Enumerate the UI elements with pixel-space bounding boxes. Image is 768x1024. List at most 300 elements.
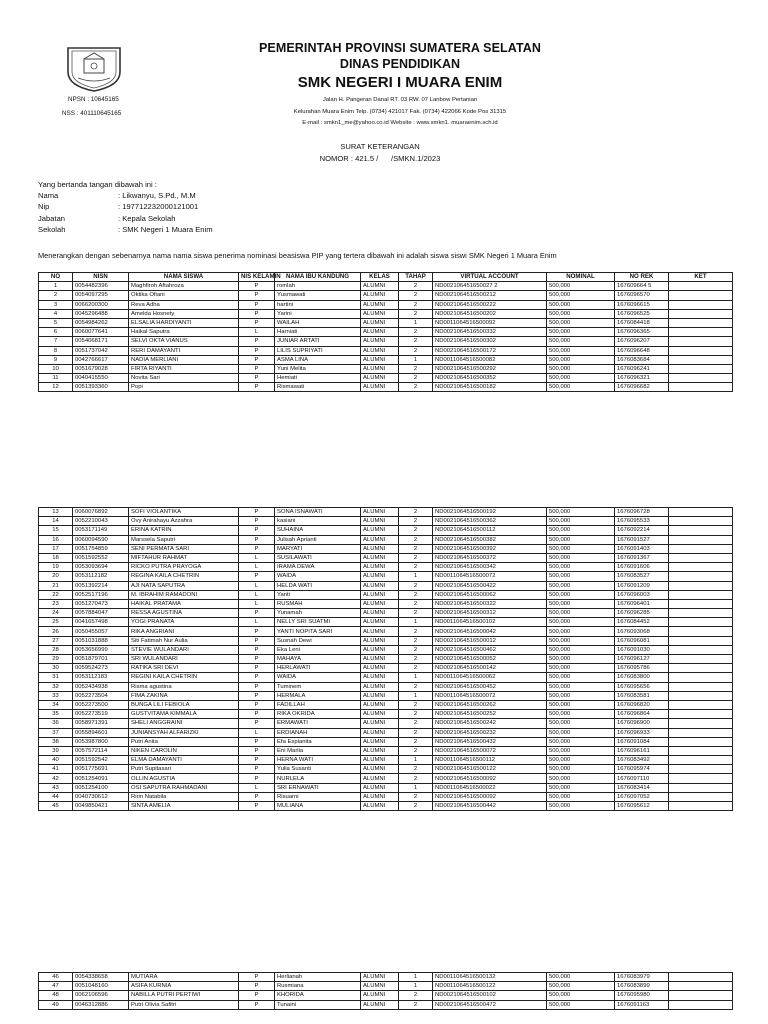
table-cell: 0053171149 xyxy=(73,526,129,535)
table-cell: 0052273519 xyxy=(73,710,129,719)
table-cell: 1676096820 xyxy=(615,700,669,709)
table-cell: 2 xyxy=(399,581,433,590)
table-cell xyxy=(669,664,733,673)
table-cell xyxy=(669,599,733,608)
table-cell: ALUMNI xyxy=(361,300,399,309)
table-cell: 500,000 xyxy=(547,802,615,811)
table-cell xyxy=(669,746,733,755)
table-cell: 2 xyxy=(399,774,433,783)
table-cell xyxy=(669,673,733,682)
table-cell: P xyxy=(239,792,275,801)
table-cell: ND0021064516500172 xyxy=(433,346,547,355)
table-cell: 500,000 xyxy=(547,728,615,737)
table-cell: ALUMNI xyxy=(361,291,399,300)
table-cell: AJI NATA SAPUTRA xyxy=(129,581,239,590)
table-cell: 500,000 xyxy=(547,328,615,337)
table-cell xyxy=(669,364,733,373)
table-cell: ND0021064516500462 xyxy=(433,645,547,654)
table-cell: 2 xyxy=(399,765,433,774)
table-cell: L xyxy=(239,553,275,562)
table-cell: 500,000 xyxy=(547,618,615,627)
table-cell: 18 xyxy=(39,553,73,562)
table-cell: ND0021064516500012 xyxy=(433,636,547,645)
table-cell: SRI ERNAWATI xyxy=(275,783,361,792)
table-cell: P xyxy=(239,765,275,774)
table-row xyxy=(39,309,733,318)
table-cell xyxy=(669,553,733,562)
table-cell: 2 xyxy=(399,636,433,645)
table-cell: ND0021064516500292 xyxy=(433,364,547,373)
table-cell: 1676096365 xyxy=(615,328,669,337)
table-cell: RIKA ANGRIANI xyxy=(129,627,239,636)
table-cell: 500,000 xyxy=(547,664,615,673)
table-cell: ND0021064516500352 xyxy=(433,374,547,383)
table-cell: 0053093694 xyxy=(73,563,129,572)
table-cell: 1676091606 xyxy=(615,563,669,572)
table-cell: 500,000 xyxy=(547,765,615,774)
table-cell: RUSMAH xyxy=(275,599,361,608)
table-cell: P xyxy=(239,337,275,346)
table-cell: 2 xyxy=(399,383,433,392)
table-cell: REGINA KAILA CHETRIN xyxy=(129,572,239,581)
table-cell xyxy=(669,309,733,318)
table-cell: ND0011064516500022 xyxy=(433,783,547,792)
table-cell: ALUMNI xyxy=(361,765,399,774)
table-cell xyxy=(669,1000,733,1009)
column-header: NOMINAL xyxy=(547,273,615,282)
table-cell: 27 xyxy=(39,636,73,645)
table-cell: 30 xyxy=(39,664,73,673)
table-cell: L xyxy=(239,618,275,627)
table-cell xyxy=(669,645,733,654)
table-cell: ND0011064516500082 xyxy=(433,355,547,364)
table-cell: ALUMNI xyxy=(361,636,399,645)
table-cell: 500,000 xyxy=(547,609,615,618)
table-cell: 1676091209 xyxy=(615,581,669,590)
table-cell: 0040730612 xyxy=(73,792,129,801)
table-cell: 0041657498 xyxy=(73,618,129,627)
table-cell: 2 xyxy=(399,991,433,1000)
table-cell: 46 xyxy=(39,973,73,982)
table-cell: ELMA DAMAYANTI xyxy=(129,756,239,765)
table-cell: HAIKAL PRATAMA xyxy=(129,599,239,608)
table-cell: ELSALIA HARDIYANTI xyxy=(129,318,239,327)
table-cell: 500,000 xyxy=(547,355,615,364)
table-cell xyxy=(669,590,733,599)
table-cell xyxy=(669,618,733,627)
table-cell: ALUMNI xyxy=(361,710,399,719)
table-cell: ALUMNI xyxy=(361,746,399,755)
table-row xyxy=(39,973,733,982)
table-cell: P xyxy=(239,737,275,746)
table-cell: 2 xyxy=(399,282,433,291)
table-cell: P xyxy=(239,346,275,355)
table-cell: ALUMNI xyxy=(361,328,399,337)
table-cell: ND0021064516500342 xyxy=(433,563,547,572)
identity-value: : SMK Negeri 1 Muara Enim xyxy=(118,224,213,234)
table-cell: 1676095786 xyxy=(615,664,669,673)
table-cell: Haikal Saputra xyxy=(129,328,239,337)
table-cell: 0060077641 xyxy=(73,328,129,337)
table-cell xyxy=(669,783,733,792)
table-cell: RATIKA SRI DEVI xyxy=(129,664,239,673)
column-header: NAMA SISWA xyxy=(129,273,239,282)
table-cell: P xyxy=(239,1000,275,1009)
table-row xyxy=(39,627,733,636)
table-cell: FIMA ZAKINA xyxy=(129,691,239,700)
table-cell: ALUMNI xyxy=(361,664,399,673)
table-cell: 0060076892 xyxy=(73,508,129,517)
table-cell: 500,000 xyxy=(547,783,615,792)
table-cell: NIKEN CAROLIN xyxy=(129,746,239,755)
table-cell: 2 xyxy=(399,309,433,318)
table-cell: ALUMNI xyxy=(361,618,399,627)
table-cell: 1676093068 xyxy=(615,627,669,636)
table-cell: 500,000 xyxy=(547,673,615,682)
table-cell: STEVIE WULANDARI xyxy=(129,645,239,654)
table-cell: Efa Espianita xyxy=(275,737,361,746)
table-cell: 0049850421 xyxy=(73,802,129,811)
table-cell: 1676096401 xyxy=(615,599,669,608)
table-cell: romlah xyxy=(275,282,361,291)
table-cell xyxy=(669,982,733,991)
table-cell: 44 xyxy=(39,792,73,801)
table-cell: 2 xyxy=(399,364,433,373)
table-row xyxy=(39,792,733,801)
table-cell: 2 xyxy=(399,627,433,636)
table-cell: 2 xyxy=(399,737,433,746)
table-cell: P xyxy=(239,544,275,553)
table-cell: FIRTA RIYANTI xyxy=(129,364,239,373)
table-cell: 0051879701 xyxy=(73,655,129,664)
table-cell: ND0011064516500122 xyxy=(433,982,547,991)
table-cell: ALUMNI xyxy=(361,364,399,373)
table-cell: 0058971391 xyxy=(73,719,129,728)
table-cell: FADILLAH xyxy=(275,700,361,709)
table-cell: 500,000 xyxy=(547,1000,615,1009)
identity-block xyxy=(38,190,213,235)
table-header-row xyxy=(39,273,733,282)
table-cell: 0057572114 xyxy=(73,746,129,755)
table-cell: 2 xyxy=(399,300,433,309)
table-row xyxy=(39,355,733,364)
table-cell: ND0021064516500322 xyxy=(433,599,547,608)
table-cell: ND0021064516500122 xyxy=(433,765,547,774)
table-cell: ND0011064516500112 xyxy=(433,756,547,765)
table-cell: 2 xyxy=(399,526,433,535)
table-cell: L xyxy=(239,563,275,572)
table-row xyxy=(39,719,733,728)
school-emblem-icon xyxy=(62,42,126,92)
table-cell: 500,000 xyxy=(547,746,615,755)
table-cell: ND0021064516500092 xyxy=(433,774,547,783)
letterhead-contact: E-mail : smkn1_me@yahoo.co.id Website : www.smkn1. muaraenim.sch.id xyxy=(302,120,498,126)
table-cell: ERMAWATI xyxy=(275,719,361,728)
table-cell: L xyxy=(239,581,275,590)
table-cell: 2 xyxy=(399,553,433,562)
table-cell: 500,000 xyxy=(547,774,615,783)
table-cell: ALUMNI xyxy=(361,355,399,364)
table-cell xyxy=(669,563,733,572)
table-cell xyxy=(669,737,733,746)
table-cell: P xyxy=(239,802,275,811)
table-row xyxy=(39,508,733,517)
table-cell: 0051737042 xyxy=(73,346,129,355)
table-cell: L xyxy=(239,783,275,792)
table-row xyxy=(39,737,733,746)
table-cell: P xyxy=(239,627,275,636)
table-cell: ALUMNI xyxy=(361,383,399,392)
table-cell: 41 xyxy=(39,765,73,774)
table-cell: 500,000 xyxy=(547,364,615,373)
table-row xyxy=(39,300,733,309)
table-cell: Ririn Natabila xyxy=(129,792,239,801)
table-cell: ND0021064516500042 xyxy=(433,627,547,636)
table-cell: 2 xyxy=(399,291,433,300)
table-cell: JUNIAR ARTATI xyxy=(275,337,361,346)
table-cell: 1676095533 xyxy=(615,517,669,526)
table-cell: MAHAYA xyxy=(275,655,361,664)
table-cell: hartini xyxy=(275,300,361,309)
table-cell: ND0021064516500202 xyxy=(433,309,547,318)
table-cell: SENI PERMATA SARI xyxy=(129,544,239,553)
table-cell: 500,000 xyxy=(547,383,615,392)
table-cell: 1676096127 xyxy=(615,655,669,664)
table-cell: 1676091084 xyxy=(615,737,669,746)
student-table-page2 xyxy=(38,507,733,811)
table-cell: 1676084452 xyxy=(615,618,669,627)
table-cell: P xyxy=(239,645,275,654)
table-cell: SOFI VIOLANTIKA xyxy=(129,508,239,517)
table-cell: 1 xyxy=(399,618,433,627)
table-cell: 2 xyxy=(399,746,433,755)
table-cell: 500,000 xyxy=(547,756,615,765)
table-cell: 4 xyxy=(39,309,73,318)
table-cell: 0055894601 xyxy=(73,728,129,737)
table-cell: 49 xyxy=(39,1000,73,1009)
table-cell: YANTI NOPITA SARI xyxy=(275,627,361,636)
table-row xyxy=(39,618,733,627)
table-cell: 21 xyxy=(39,581,73,590)
table-cell: 2 xyxy=(399,328,433,337)
table-cell: 1 xyxy=(399,783,433,792)
table-cell: LILIS SUPRIYATI xyxy=(275,346,361,355)
table-cell: 500,000 xyxy=(547,535,615,544)
table-cell: 1676095612 xyxy=(615,802,669,811)
table-cell: P xyxy=(239,364,275,373)
table-cell: 0051592542 xyxy=(73,756,129,765)
table-cell: Tunaini xyxy=(275,1000,361,1009)
table-cell: P xyxy=(239,572,275,581)
identity-value: : 197712232000121001 xyxy=(118,202,199,212)
table-cell: 0060094590 xyxy=(73,535,129,544)
table-cell: ALUMNI xyxy=(361,719,399,728)
table-row xyxy=(39,318,733,327)
table-cell: 0052517196 xyxy=(73,590,129,599)
table-cell: ND0011064516500102 xyxy=(433,618,547,627)
table-cell: Oktika Ofiani xyxy=(129,291,239,300)
table-row xyxy=(39,526,733,535)
table-cell: 1676083527 xyxy=(615,572,669,581)
table-cell: GUSTVITAMA KIMMALA xyxy=(129,710,239,719)
table-cell: ND0021064516500312 xyxy=(433,609,547,618)
table-cell: 2 xyxy=(399,682,433,691)
table-cell: SHELI ANGGRAINI xyxy=(129,719,239,728)
table-cell: ALUMNI xyxy=(361,682,399,691)
table-cell xyxy=(669,655,733,664)
table-cell: SUSILAWATI xyxy=(275,553,361,562)
table-cell: 29 xyxy=(39,655,73,664)
table-cell: 26 xyxy=(39,627,73,636)
identity-row xyxy=(38,201,213,212)
table-cell: 35 xyxy=(39,710,73,719)
table-cell: 2 xyxy=(399,609,433,618)
table-cell: 500,000 xyxy=(547,572,615,581)
table-cell: P xyxy=(239,746,275,755)
table-cell: 1676096864 xyxy=(615,710,669,719)
table-cell: SRI WULANDARI xyxy=(129,655,239,664)
table-cell: 1 xyxy=(399,691,433,700)
table-cell: ALUMNI xyxy=(361,728,399,737)
table-cell: ND0021064516500472 xyxy=(433,1000,547,1009)
table-cell xyxy=(669,572,733,581)
table-row xyxy=(39,346,733,355)
table-cell xyxy=(669,728,733,737)
table-cell: MULIANA xyxy=(275,802,361,811)
table-cell: P xyxy=(239,756,275,765)
table-row xyxy=(39,282,733,291)
table-row xyxy=(39,756,733,765)
table-cell: NURLELA xyxy=(275,774,361,783)
table-cell: 500,000 xyxy=(547,508,615,517)
table-cell: ERINA KATRIN xyxy=(129,526,239,535)
table-cell: RERI DAMAYANTI xyxy=(129,346,239,355)
table-cell xyxy=(669,328,733,337)
table-cell: 0051754859 xyxy=(73,544,129,553)
table-row xyxy=(39,710,733,719)
table-cell xyxy=(669,526,733,535)
table-cell: WAIDA xyxy=(275,572,361,581)
table-cell: 0051254091 xyxy=(73,774,129,783)
table-cell: 39 xyxy=(39,746,73,755)
table-cell: 500,000 xyxy=(547,517,615,526)
table-cell: 1676083492 xyxy=(615,756,669,765)
table-cell: 1 xyxy=(399,756,433,765)
table-cell xyxy=(669,609,733,618)
table-cell: 1676096682 xyxy=(615,383,669,392)
table-cell: 1 xyxy=(399,572,433,581)
table-cell: 1 xyxy=(39,282,73,291)
table-cell: Yusmawati xyxy=(275,291,361,300)
table-cell: ALUMNI xyxy=(361,517,399,526)
table-row xyxy=(39,700,733,709)
table-cell: 500,000 xyxy=(547,700,615,709)
table-cell: ASIFA KURNIA xyxy=(129,982,239,991)
table-cell xyxy=(669,802,733,811)
student-table-page3 xyxy=(38,972,733,1010)
table-cell: Maghfiroh Aftahroza xyxy=(129,282,239,291)
table-cell: Risma agustina xyxy=(129,682,239,691)
letterhead-line2: DINAS PENDIDIKAN xyxy=(339,57,461,71)
table-cell: Yunamah xyxy=(275,609,361,618)
letterhead-school-name: SMK NEGERI I MUARA ENIM xyxy=(297,74,503,91)
table-row xyxy=(39,599,733,608)
table-cell: Yarini xyxy=(275,309,361,318)
column-header: NISN xyxy=(73,273,129,282)
table-cell: 0053112183 xyxy=(73,673,129,682)
table-cell: ND0021064516500382 xyxy=(433,535,547,544)
table-cell: 19 xyxy=(39,563,73,572)
identity-row xyxy=(38,190,213,201)
table-cell: 1676083581 xyxy=(615,691,669,700)
table-cell: 1 xyxy=(399,318,433,327)
table-cell: 2 xyxy=(399,590,433,599)
table-cell: 500,000 xyxy=(547,991,615,1000)
nss-text: NSS : 401110645165 xyxy=(62,110,122,117)
table-cell xyxy=(669,346,733,355)
table-cell xyxy=(669,337,733,346)
table-cell: ALUMNI xyxy=(361,691,399,700)
table-cell: 500,000 xyxy=(547,645,615,654)
table-row xyxy=(39,535,733,544)
table-cell: ND0021064516500332 xyxy=(433,328,547,337)
table-row xyxy=(39,544,733,553)
table-cell: 0052434938 xyxy=(73,682,129,691)
table-cell: P xyxy=(239,991,275,1000)
table-cell: 0042766617 xyxy=(73,355,129,364)
table-cell: 500,000 xyxy=(547,553,615,562)
table-cell: HERLAWATI xyxy=(275,664,361,673)
table-cell: 33 xyxy=(39,691,73,700)
table-cell: 0051393360 xyxy=(73,383,129,392)
table-cell: 0054097295 xyxy=(73,291,129,300)
table-cell: Yanti xyxy=(275,590,361,599)
table-cell: 1676096900 xyxy=(615,719,669,728)
table-cell: ND0021064516500112 xyxy=(433,526,547,535)
table-row xyxy=(39,609,733,618)
table-cell: 2 xyxy=(399,374,433,383)
intro-text: Yang bertanda tangan dibawah ini : xyxy=(38,180,157,189)
table-cell: 1676096525 xyxy=(615,309,669,318)
table-cell: 37 xyxy=(39,728,73,737)
column-header: NO REK xyxy=(615,273,669,282)
table-cell xyxy=(669,700,733,709)
table-cell: 500,000 xyxy=(547,282,615,291)
table-cell: 500,000 xyxy=(547,563,615,572)
table-cell: P xyxy=(239,982,275,991)
table-cell: P xyxy=(239,664,275,673)
table-row xyxy=(39,645,733,654)
table-cell: Siti Fatimah Nur Aulia xyxy=(129,636,239,645)
table-cell: ND0021064516500442 xyxy=(433,802,547,811)
table-cell: ALUMNI xyxy=(361,309,399,318)
table-cell: P xyxy=(239,300,275,309)
table-row xyxy=(39,291,733,300)
table-cell: WAIDA xyxy=(275,673,361,682)
table-row xyxy=(39,563,733,572)
table-cell xyxy=(669,973,733,982)
letterhead-address2: Kelurahan Muara Enim Telp. (0734) 421017 Fak. (0734) 422066 Kode Pos 31315 xyxy=(293,109,507,115)
table-cell xyxy=(669,291,733,300)
table-cell: 1676096570 xyxy=(615,291,669,300)
table-cell: SUHAINA xyxy=(275,526,361,535)
table-cell: ALUMNI xyxy=(361,346,399,355)
table-cell: ALUMNI xyxy=(361,700,399,709)
table-cell: ALUMNI xyxy=(361,655,399,664)
table-row xyxy=(39,1000,733,1009)
table-cell: Eka Leni xyxy=(275,645,361,654)
table-cell: P xyxy=(239,973,275,982)
